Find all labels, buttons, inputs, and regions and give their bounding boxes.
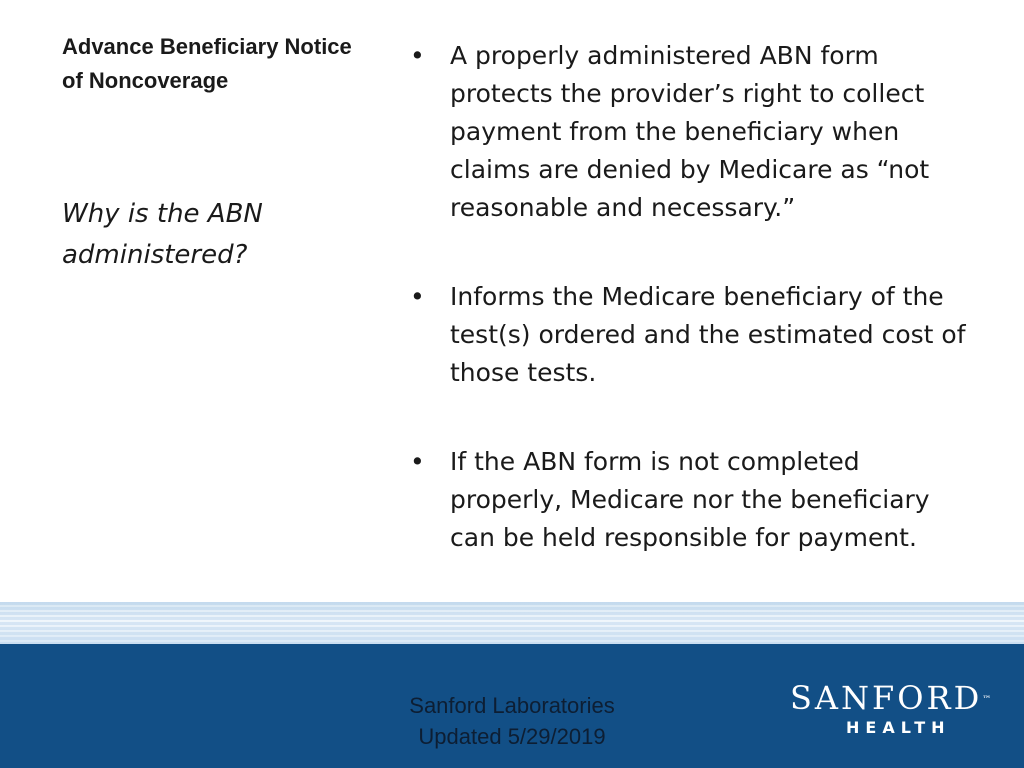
bullet-item-2 [410, 278, 970, 392]
decorative-stripe-band [0, 602, 1024, 644]
footer-caption [312, 690, 712, 752]
logo-subtext: HEALTH [846, 718, 951, 737]
footer-line-date: Updated 5/29/2019 [418, 724, 606, 749]
bullet-text-1: A properly administered ABN form protects the provider’s right to collect payment from the beneficiary when claims are denied by Medicare as “not reasonable and necessary.” [450, 41, 930, 222]
logo-name-text: SANFORD [790, 679, 983, 717]
bullet-text-3: If the ABN form is not completed properly, Medicare nor the beneficiary can be held responsible for payment. [450, 447, 930, 552]
bullet-dot-icon: • [410, 41, 425, 70]
logo-trademark: ™ [982, 695, 992, 705]
footer-bar [0, 644, 1024, 768]
logo-wordmark [790, 680, 991, 716]
bullet-item-1 [410, 37, 970, 227]
bullet-dot-icon: • [410, 447, 425, 476]
slide-subtitle: Why is the ABN administered? [62, 199, 263, 270]
footer-line-org: Sanford Laboratories [409, 693, 615, 718]
bullet-item-3 [410, 443, 970, 557]
bullet-text-2: Informs the Medicare beneficiary of the test(s) ordered and the estimated cost of those tests. [450, 282, 966, 387]
bullet-list [410, 37, 970, 608]
bullet-dot-icon: • [410, 282, 425, 311]
slide-title: Advance Beneficiary Notice of Noncoverage [62, 34, 352, 93]
sanford-health-logo [790, 680, 1000, 740]
